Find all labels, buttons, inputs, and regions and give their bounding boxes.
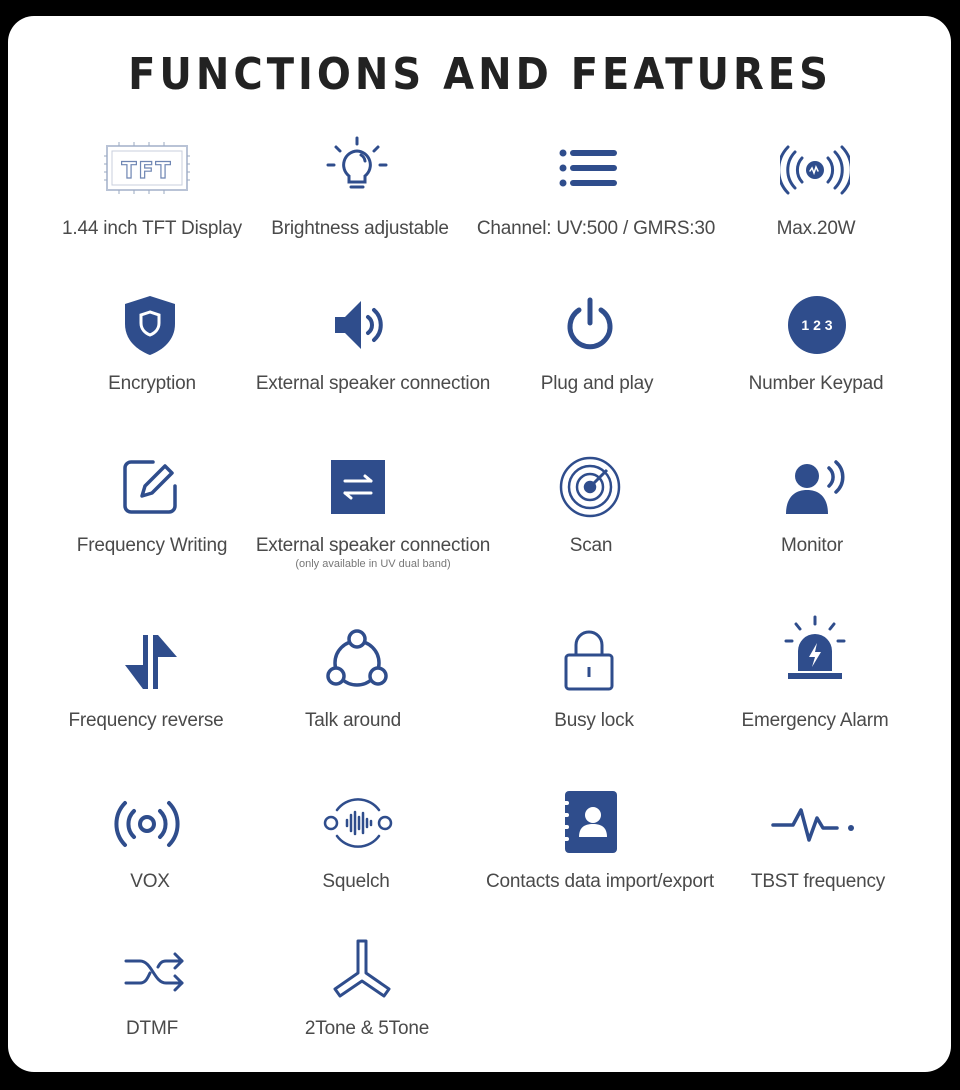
speaker-icon bbox=[323, 290, 393, 360]
alarm-siren-icon bbox=[780, 615, 850, 685]
tft-display-icon bbox=[104, 140, 190, 196]
feature-label: Frequency reverse bbox=[68, 710, 224, 731]
edit-icon bbox=[115, 452, 185, 522]
reverse-arrows-icon bbox=[115, 627, 185, 697]
broadcast-icon bbox=[112, 789, 182, 859]
lock-icon bbox=[554, 625, 624, 695]
svg-text:TFT: TFT bbox=[121, 159, 173, 184]
feature-label: DTMF bbox=[126, 1018, 178, 1039]
shuffle-icon bbox=[120, 937, 190, 1007]
feature-label: External speaker connection bbox=[255, 373, 491, 394]
lightbulb-icon bbox=[322, 135, 392, 205]
svg-text:1 2 3: 1 2 3 bbox=[801, 317, 833, 333]
list-icon bbox=[555, 133, 625, 203]
radar-icon bbox=[555, 452, 625, 522]
keypad-icon bbox=[782, 290, 852, 360]
feature-label: Contacts data import/export bbox=[486, 871, 714, 892]
page-title: FUNCTIONS AND FEATURES bbox=[128, 50, 832, 100]
feature-label: Talk around bbox=[304, 710, 402, 731]
heartbeat-icon bbox=[771, 788, 861, 858]
feature-label: External speaker connection bbox=[255, 535, 491, 556]
tri-branch-icon bbox=[327, 935, 397, 1005]
swap-icon bbox=[323, 452, 393, 522]
power-icon bbox=[555, 290, 625, 360]
feature-label: TBST frequency bbox=[750, 871, 886, 892]
feature-note: (only available in UV dual band) bbox=[295, 558, 451, 570]
feature-label: Plug and play bbox=[540, 373, 654, 394]
shield-icon bbox=[115, 290, 185, 360]
feature-label: Monitor bbox=[781, 535, 843, 556]
signal-waves-icon bbox=[780, 135, 850, 205]
feature-label: Busy lock bbox=[554, 710, 634, 731]
feature-label: Squelch bbox=[322, 871, 390, 892]
soundwave-icon bbox=[323, 788, 393, 858]
feature-label: Encryption bbox=[108, 373, 196, 394]
user-speaking-icon bbox=[780, 452, 850, 522]
feature-label: Emergency Alarm bbox=[741, 710, 889, 731]
feature-label: 2Tone & 5Tone bbox=[304, 1018, 430, 1039]
feature-label: Channel: UV:500 / GMRS:30 bbox=[476, 218, 716, 239]
network-circle-icon bbox=[322, 625, 392, 695]
feature-label: VOX bbox=[130, 871, 170, 892]
feature-label: 1.44 inch TFT Display bbox=[62, 218, 242, 239]
feature-label: Number Keypad bbox=[748, 373, 884, 394]
feature-label: Scan bbox=[569, 535, 613, 556]
feature-label: Frequency Writing bbox=[76, 535, 228, 556]
contacts-book-icon bbox=[555, 787, 625, 857]
feature-label: Brightness adjustable bbox=[271, 218, 449, 239]
feature-label: Max.20W bbox=[776, 218, 856, 239]
